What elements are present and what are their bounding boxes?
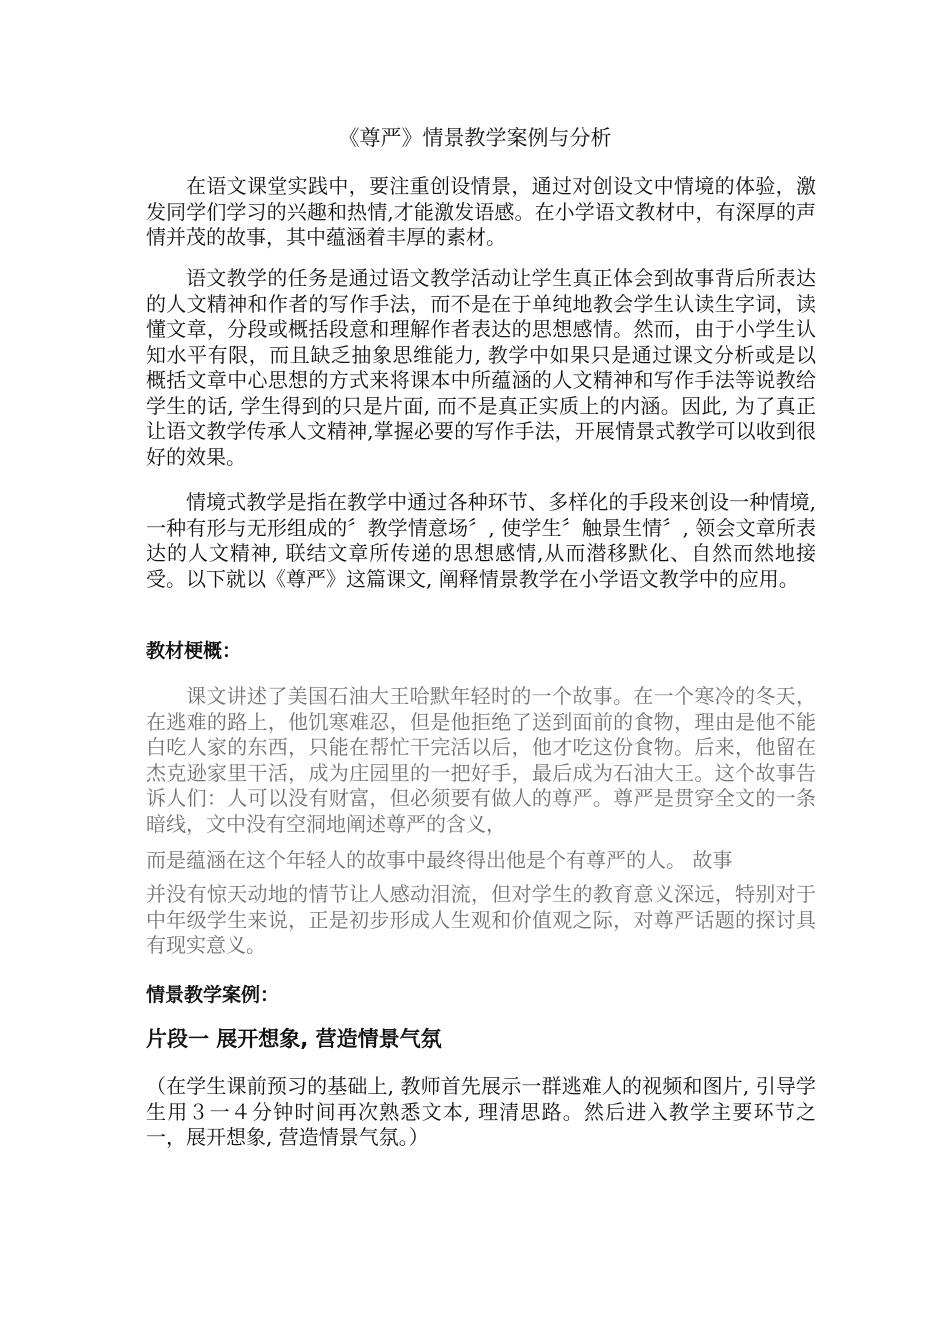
materials-paragraph-continued: 而是蕴涵在这个年轻人的故事中最终得出他是个有尊严的人。 故事 <box>146 848 733 872</box>
method-paragraph: 情境式教学是指在教学中通过各种环节、多样化的手段来创设一种情境, 一种有形与无形组成的〞教学情意场〞, 使学生〞触景生情〞, 领会文章所表达的人文精神, 联结文章所传递的思想感情,从而潜移默化、自然而然地接受。以下就以《尊严》这篇课文, 阐释情景教学在小学语文教学中的应用。 <box>146 490 816 591</box>
segment-heading: 片段一 展开想象, 营造情景气氛 <box>146 1027 442 1051</box>
case-heading: 情景教学案例： <box>146 984 280 1006</box>
segment-note: （在学生课前预习的基础上, 教师首先展示一群逃难人的视频和图片, 引导学生用３一４分钟时间再次熟悉文本, 理清思路。然后进入教学主要环节之一，展开想象, 营造情景气氛。） <box>146 1074 816 1149</box>
document-title: 《尊严》情景教学案例与分析 <box>338 126 612 150</box>
task-paragraph: 语文教学的任务是通过语文教学活动让学生真正体会到故事背后所表达的人文精神和作者的写作手法，而不是在于单纯地教会学生认读生字词，读懂文章，分段或概括段意和理解作者表达的思想感情。然而，由于小学生认知水平有限，而且缺乏抽象思维能力, 教学中如果只是通过课文分析或是以概括文章中心思想的方式来将课本中所蕴涵的人文精神和写作手法等说教给学生的话, 学生得到的只是片面, 而不是真正实质上的内涵。因此, 为了真正让语文教学传承人文精神,掌握必要的写作手法，开展情景式教学可以收到很好的效果。 <box>146 266 816 469</box>
materials-paragraph-end: 并没有惊天动地的情节让人感动泪流，但对学生的教育意义深远，特别对于中年级学生来说，正是初步形成人生观和价值观之际，对尊严话题的探讨具有现实意义。 <box>146 882 816 957</box>
materials-heading: 教材梗概： <box>146 640 242 662</box>
materials-paragraph: 课文讲述了美国石油大王哈默年轻时的一个故事。在一个寒冷的冬天，在逃难的路上，他饥寒难忍，但是他拒绝了送到面前的食物，理由是他不能白吃人家的东西，只能在帮忙干完活以后，他才吃这份食物。后来，他留在杰克逊家里干活，成为庄园里的一把好手，最后成为石油大王。这个故事告诉人们：人可以没有财富，但必须要有做人的尊严。尊严是贯穿全文的一条暗线，文中没有空洞地阐述尊严的含义， <box>146 684 816 836</box>
intro-paragraph: 在语文课堂实践中，要注重创设情景，通过对创设文中情境的体验，激发同学们学习的兴趣和热情,才能激发语感。在小学语文教材中，有深厚的声情并茂的故事，其中蕴涵着丰厚的素材。 <box>146 174 816 249</box>
